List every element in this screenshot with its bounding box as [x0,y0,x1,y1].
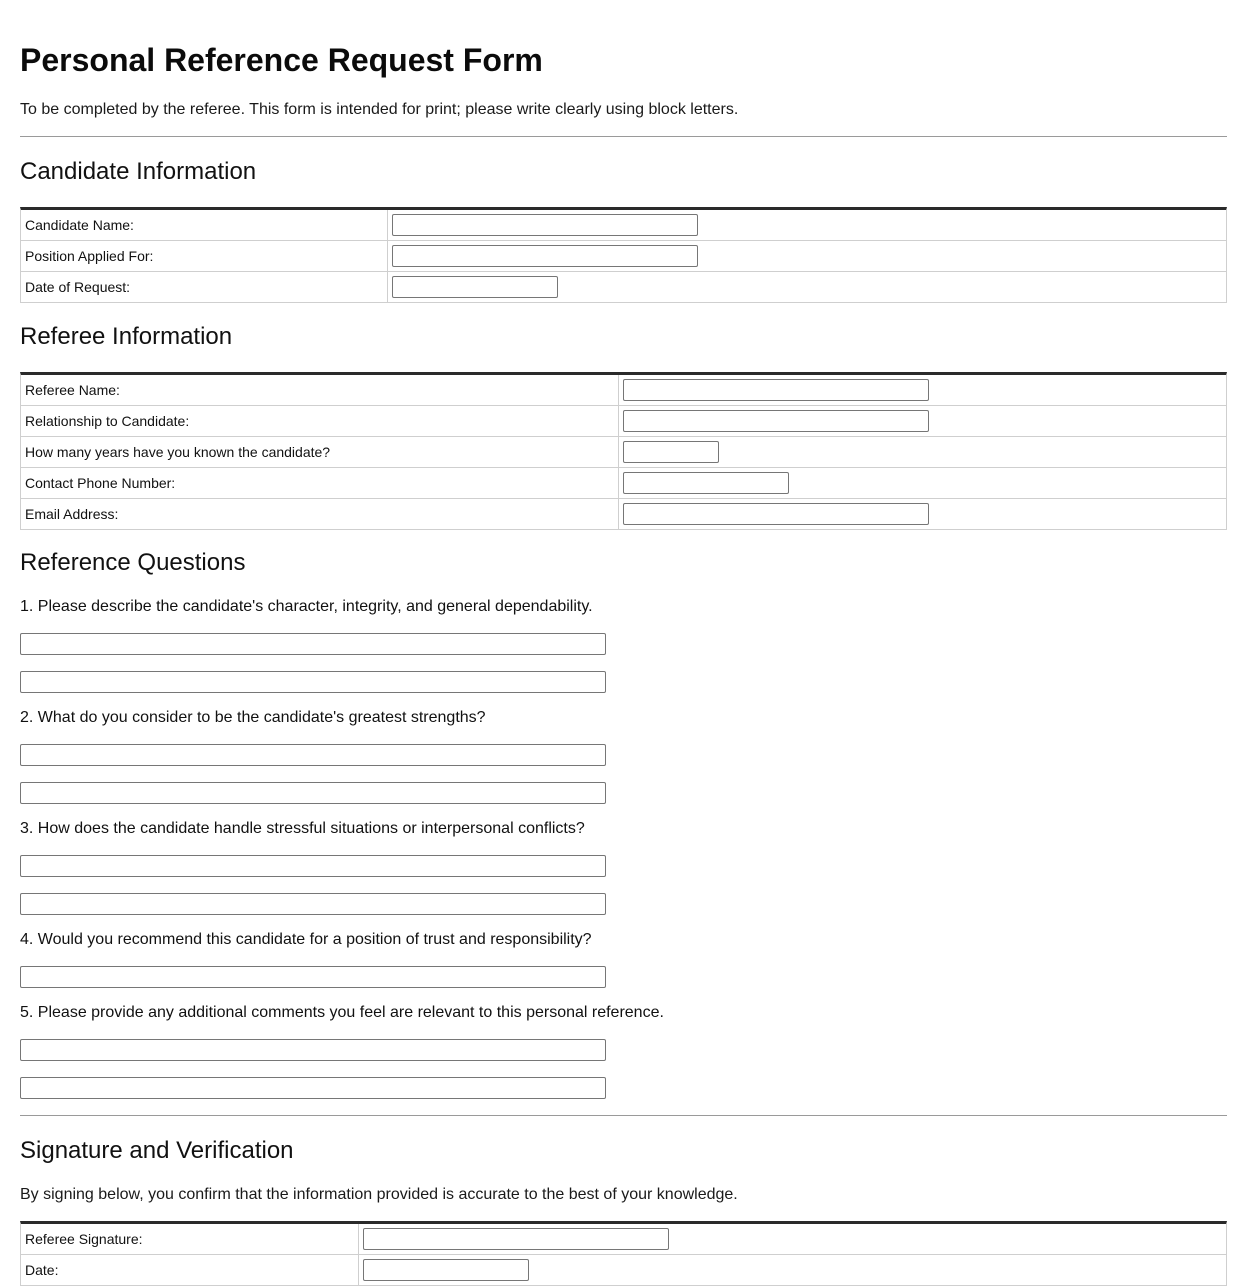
field-label: Position Applied For: [21,241,388,271]
divider-top [20,136,1227,137]
table-row [21,468,1226,499]
date-of-request-field[interactable] [392,276,558,298]
table-row [21,210,1226,241]
referee-name-field[interactable] [623,379,929,401]
signature-table [20,1221,1227,1286]
field-label: How many years have you known the candidate? [21,437,619,467]
question-5-answer-line-1[interactable] [20,1039,606,1061]
question-4: 4. Would you recommend this candidate for a position of trust and responsibility? [20,931,592,948]
field-cell [619,437,1226,467]
email-field[interactable] [623,503,929,525]
question-5-answer-line-2[interactable] [20,1077,606,1099]
signature-note: By signing below, you confirm that the information provided is accurate to the best of your knowledge. [20,1186,738,1203]
question-3-answer-line-1[interactable] [20,855,606,877]
signature-date-field[interactable] [363,1259,529,1281]
table-row [21,241,1226,272]
field-label: Referee Name: [21,375,619,405]
phone-field[interactable] [623,472,789,494]
question-1-answer-line-2[interactable] [20,671,606,693]
field-cell [359,1255,1226,1285]
section-heading-questions: Reference Questions [20,549,246,576]
question-3: 3. How does the candidate handle stressful situations or interpersonal conflicts? [20,820,585,837]
field-label: Email Address: [21,499,619,529]
section-heading-referee: Referee Information [20,323,233,350]
form-title: Personal Reference Request Form [20,42,543,78]
field-label: Date of Request: [21,272,388,302]
field-cell [619,406,1226,436]
question-4-answer-line-1[interactable] [20,966,606,988]
referee-signature-field[interactable] [363,1228,669,1250]
field-label: Contact Phone Number: [21,468,619,498]
referee-info-table [20,372,1227,530]
field-cell [359,1224,1226,1254]
question-1-answer-line-1[interactable] [20,633,606,655]
field-label: Date: [21,1255,359,1285]
position-applied-field[interactable] [392,245,698,267]
table-row [21,1255,1226,1286]
field-cell [388,241,1226,271]
field-label: Referee Signature: [21,1224,359,1254]
question-5: 5. Please provide any additional comments you feel are relevant to this personal reference. [20,1004,664,1021]
field-cell [619,375,1226,405]
divider-signature [20,1115,1227,1116]
field-cell [619,468,1226,498]
field-cell [388,210,1226,240]
question-3-answer-line-2[interactable] [20,893,606,915]
question-2: 2. What do you consider to be the candidate's greatest strengths? [20,709,486,726]
field-cell [619,499,1226,529]
section-heading-candidate: Candidate Information [20,158,257,185]
table-row [21,499,1226,530]
question-2-answer-line-1[interactable] [20,744,606,766]
relationship-field[interactable] [623,410,929,432]
question-2-answer-line-2[interactable] [20,782,606,804]
section-heading-signature: Signature and Verification [20,1137,294,1164]
table-row [21,406,1226,437]
table-row [21,272,1226,303]
field-label: Candidate Name: [21,210,388,240]
candidate-info-table [20,207,1227,303]
question-1: 1. Please describe the candidate's character, integrity, and general dependability. [20,598,593,615]
field-label: Relationship to Candidate: [21,406,619,436]
form-intro: To be completed by the referee. This form is intended for print; please write clearly using block letters. [20,101,739,118]
candidate-name-field[interactable] [392,214,698,236]
table-row [21,437,1226,468]
table-row [21,375,1226,406]
field-cell [388,272,1226,302]
table-row [21,1224,1226,1255]
years-known-field[interactable] [623,441,719,463]
